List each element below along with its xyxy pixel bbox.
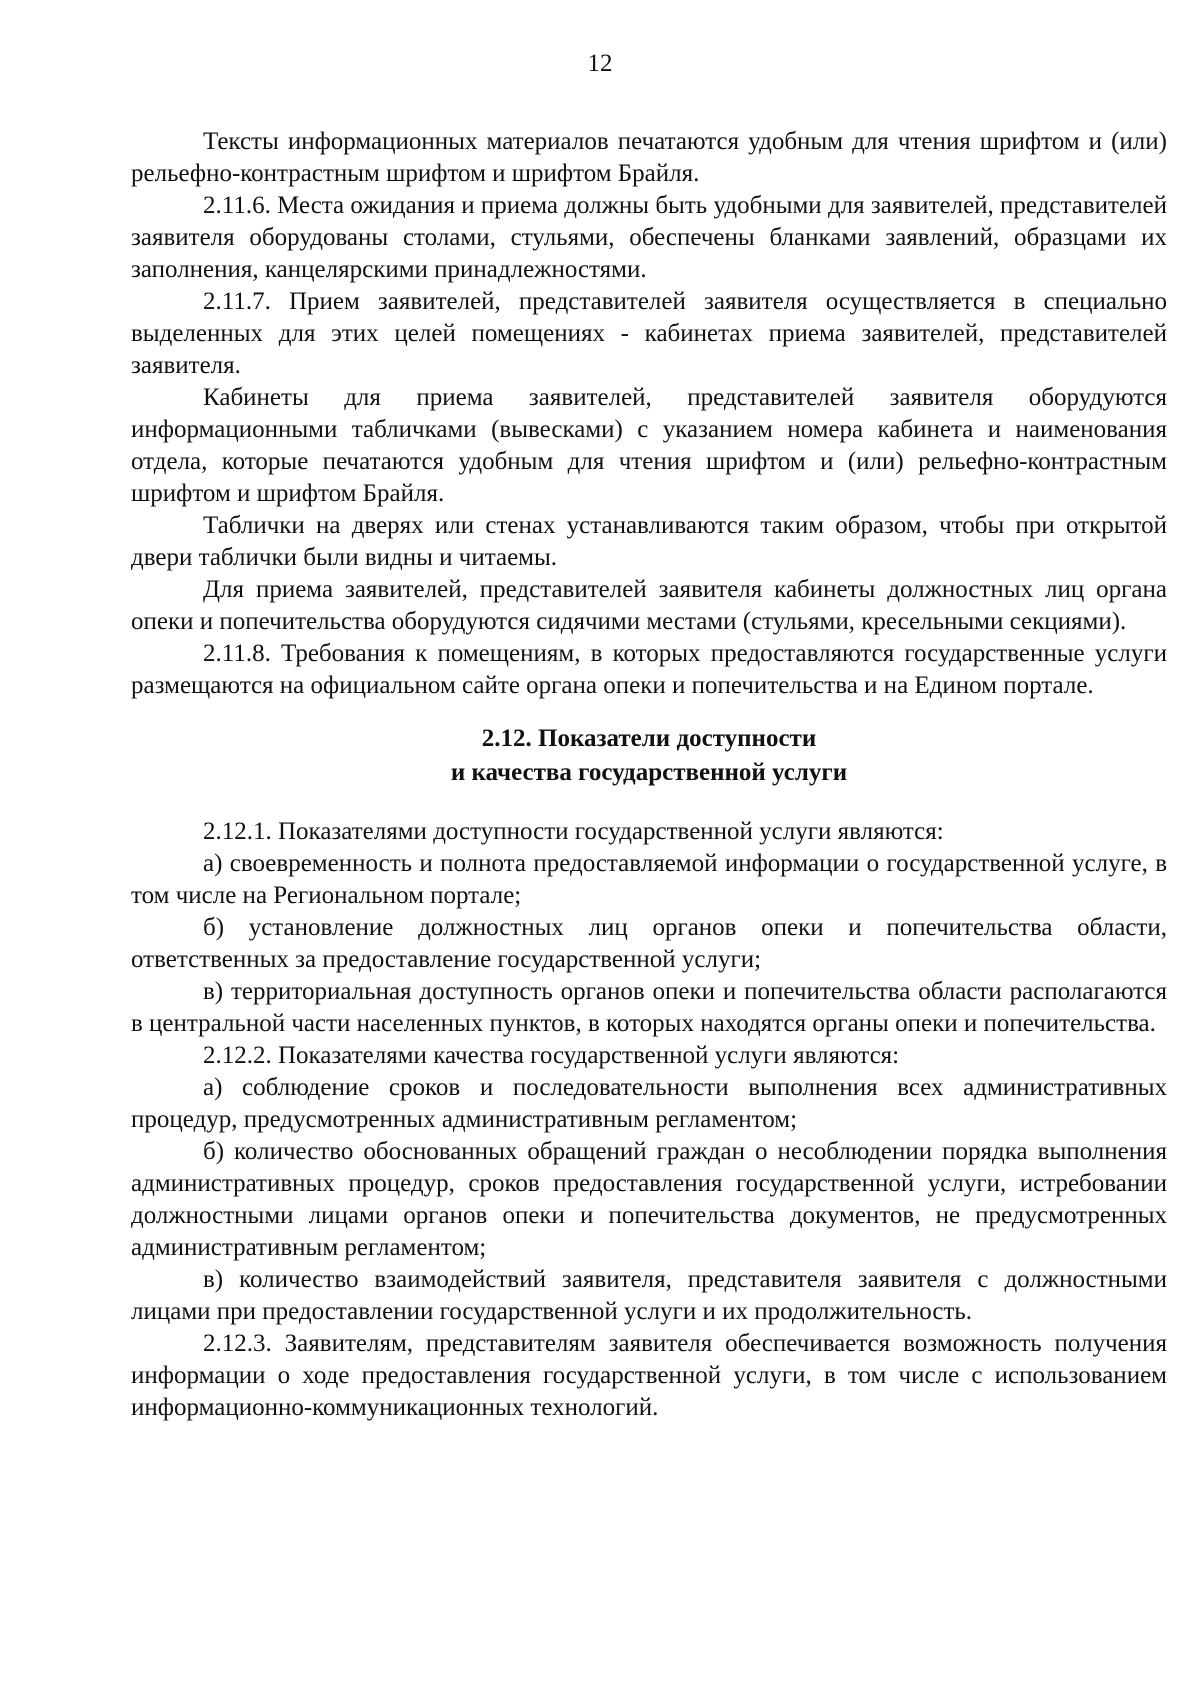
- list-item: в) количество взаимодействий заявителя, представителя заявителя с должностными лицами при предоставлении государственной услуги и их продолжительность.: [131, 1266, 1167, 1325]
- list-item: а) своевременность и полнота предоставляемой информации о государственной услуге, в том числе на Региональном портале;: [131, 850, 1167, 909]
- paragraph: Кабинеты для приема заявителей, представителей заявителя оборудуются информационными табличками (вывесками) с указанием номера кабинета и наименования отдела, которые печатаются удобным для чтения шрифтом и (или) рельефно-контрастным шрифтом и шрифтом Брайля.: [131, 384, 1167, 507]
- paragraph: Таблички на дверях или стенах устанавливаются таким образом, чтобы при открытой двери таблички были видны и читаемы.: [131, 512, 1167, 571]
- list-item: б) установление должностных лиц органов опеки и попечительства области, ответственных за предоставление государственной услуги;: [131, 914, 1167, 973]
- paragraph: 2.11.6. Места ожидания и приема должны быть удобными для заявителей, представителей заявителя оборудованы столами, стульями, обеспечены бланками заявлений, образцами их заполнения, канцелярскими принадлежностями.: [131, 192, 1167, 283]
- section-heading-line-2: и качества государственной услуги: [450, 759, 848, 786]
- paragraph: 2.12.3. Заявителям, представителям заявителя обеспечивается возможность получения информации о ходе предоставления государственной услуги, в том числе с использованием информационно-коммуникационных технологий.: [131, 1330, 1167, 1421]
- list-item: б) количество обоснованных обращений граждан о несоблюдении порядка выполнения административных процедур, сроков предоставления государственной услуги, истребовании должностными лицами органов опеки и попечительства документов, не предусмотренных административным регламентом;: [131, 1138, 1167, 1261]
- section-heading: [131, 722, 1167, 790]
- paragraph: 2.11.7. Прием заявителей, представителей заявителя осуществляется в специально выделенных для этих целей помещениях - кабинетах приема заявителей, представителей заявителя.: [131, 288, 1167, 379]
- list-item: а) соблюдение сроков и последовательности выполнения всех административных процедур, предусмотренных административным регламентом;: [131, 1074, 1167, 1133]
- list-item: в) территориальная доступность органов опеки и попечительства области располагаются в центральной части населенных пунктов, в которых находятся органы опеки и попечительства.: [131, 978, 1167, 1037]
- paragraph: 2.11.8. Требования к помещениям, в которых предоставляются государственные услуги размещаются на официальном сайте органа опеки и попечительства и на Едином портале.: [131, 640, 1167, 699]
- paragraph: 2.12.1. Показателями доступности государственной услуги являются:: [203, 818, 944, 845]
- document-body: [131, 126, 1167, 1424]
- page-number: 12: [587, 50, 613, 77]
- paragraph: 2.12.2. Показателями качества государственной услуги являются:: [203, 1042, 900, 1069]
- paragraph: Для приема заявителей, представителей заявителя кабинеты должностных лиц органа опеки и попечительства оборудуются сидячими местами (стульями, кресельными секциями).: [131, 576, 1167, 635]
- paragraph: Тексты информационных материалов печатаются удобным для чтения шрифтом и (или) рельефно-контрастным шрифтом и шрифтом Брайля.: [131, 128, 1167, 187]
- section-heading-line-1: 2.12. Показатели доступности: [481, 725, 817, 752]
